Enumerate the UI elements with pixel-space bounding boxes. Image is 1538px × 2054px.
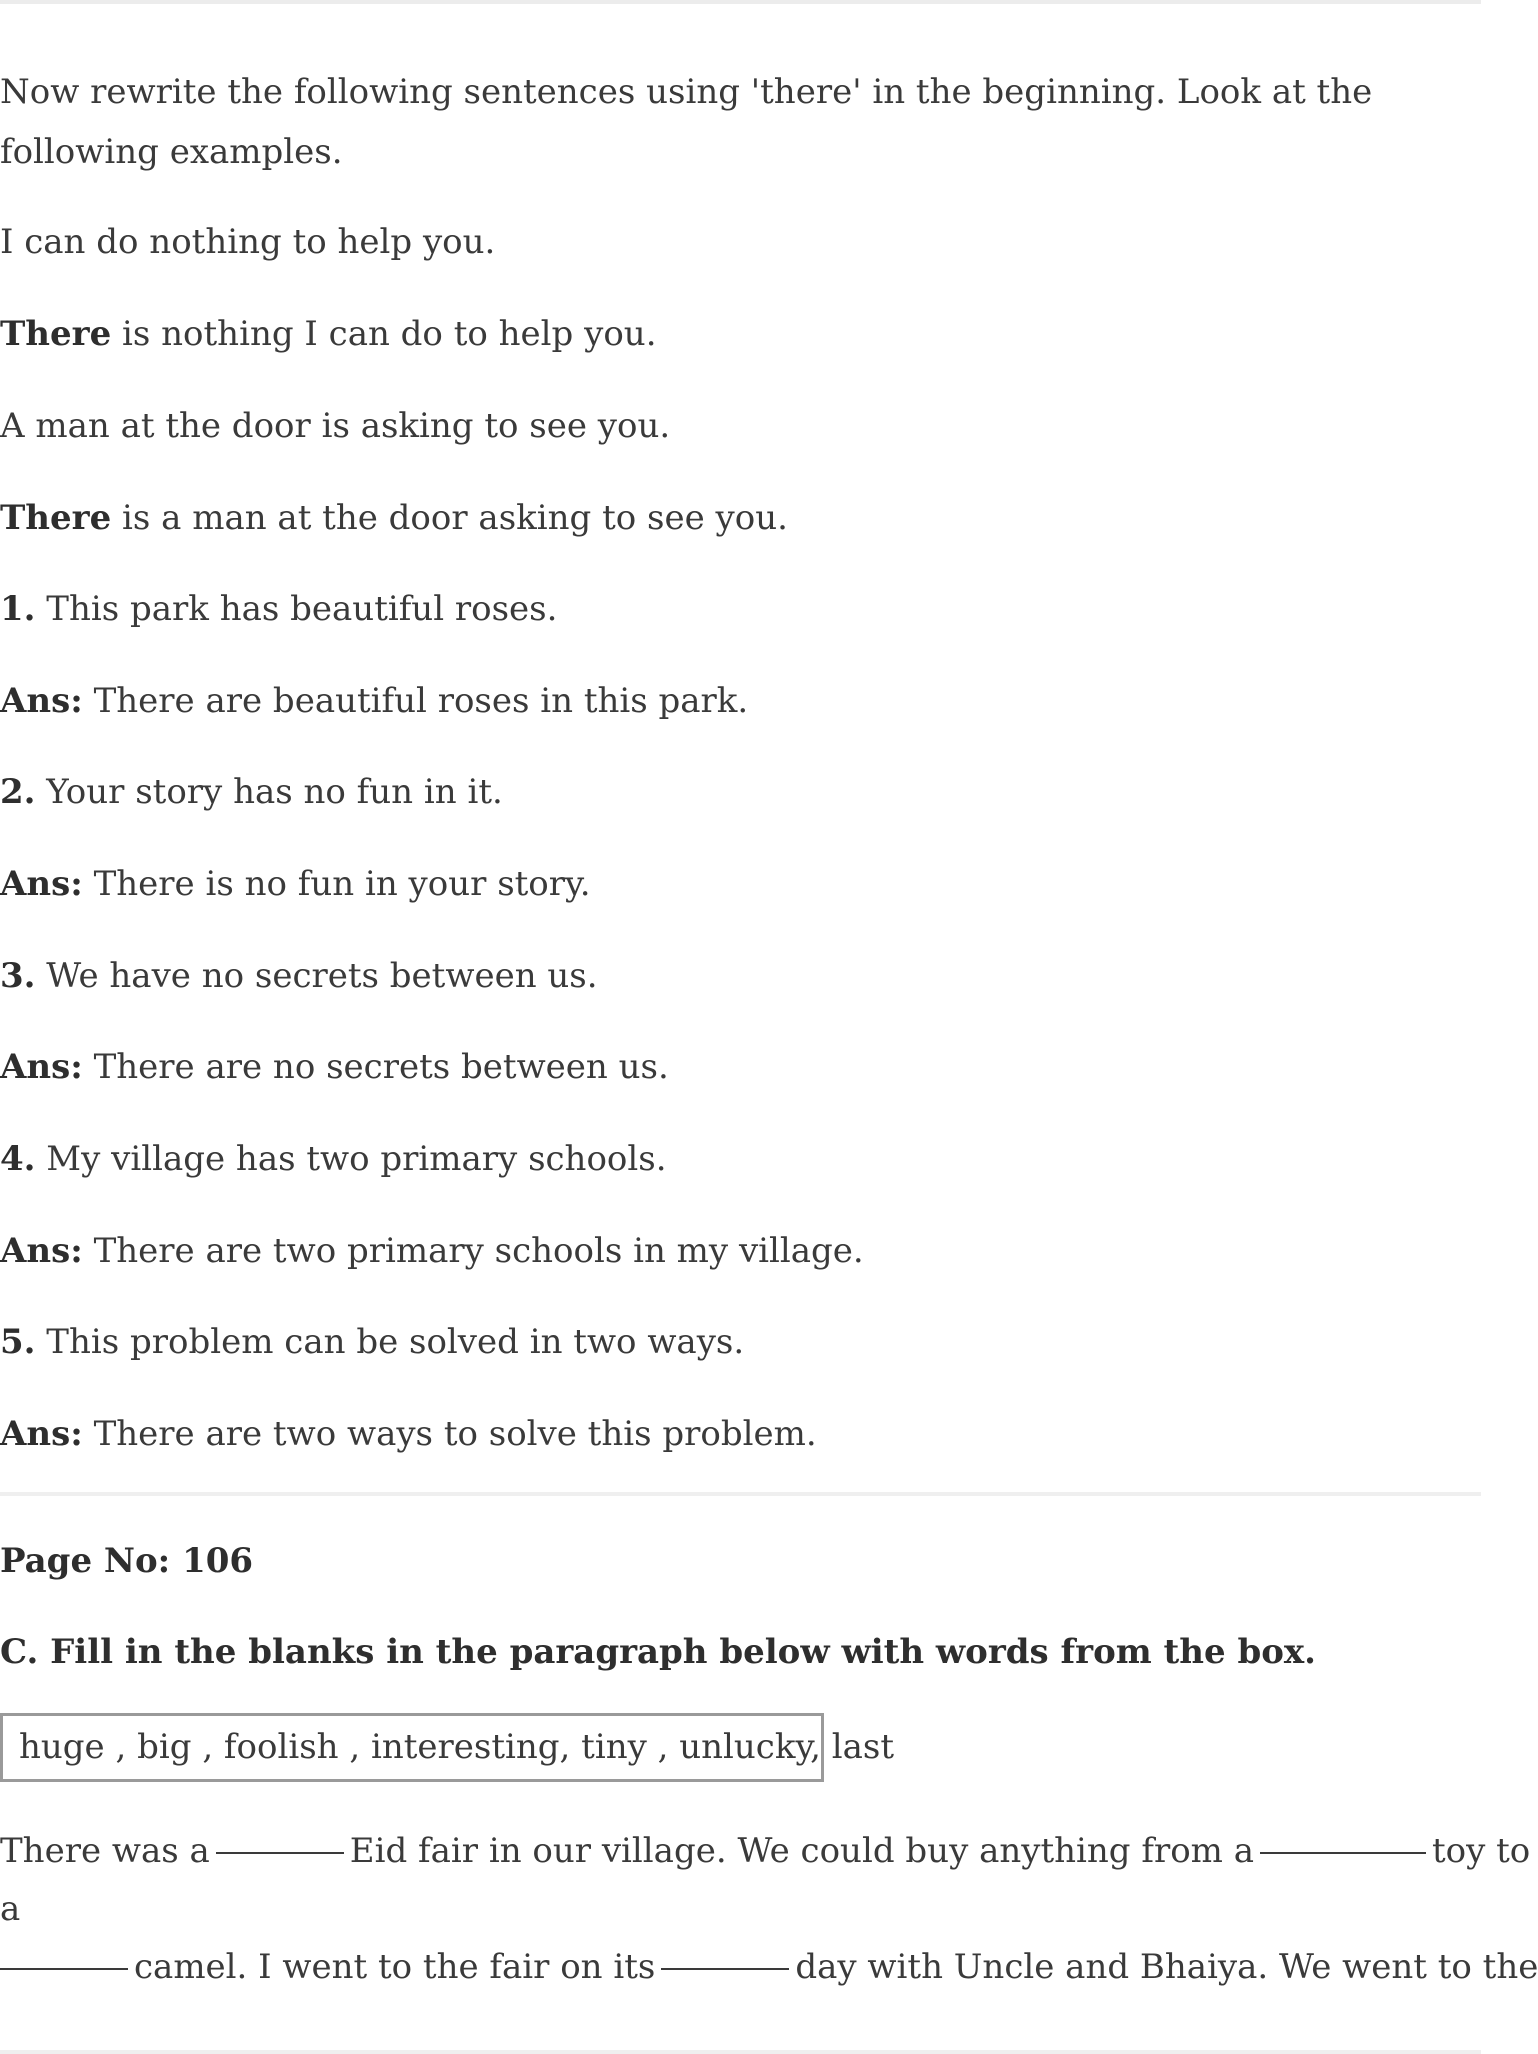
paragraph-line	[0, 1938, 1538, 1996]
question-number: 3.	[0, 956, 36, 996]
example-text: is nothing I can do to help you.	[111, 314, 657, 354]
question-number: 4.	[0, 1139, 36, 1179]
answer-label: Ans:	[0, 681, 83, 721]
paragraph-text: There was a	[0, 1831, 210, 1871]
question-4	[0, 1130, 667, 1188]
paragraph-text: a	[0, 1889, 21, 1929]
question-text: This problem can be solved in two ways.	[35, 1322, 745, 1362]
word-box: huge , big , foolish , interesting, tiny , unlucky, last	[0, 1713, 824, 1782]
answer-text: There are beautiful roses in this park.	[82, 681, 749, 721]
question-number: 5.	[0, 1322, 36, 1362]
blank-line	[0, 1968, 128, 1970]
example-sentence	[0, 397, 670, 455]
answer-label: Ans:	[0, 1414, 83, 1454]
question-5	[0, 1313, 744, 1371]
question-number: 1.	[0, 589, 36, 629]
paragraph-text: Eid fair in our village. We could buy anything from a	[349, 1831, 1254, 1871]
section-c-heading: C. Fill in the blanks in the paragraph below with words from the box.	[0, 1632, 1317, 1672]
section-divider	[0, 1492, 1481, 1496]
example-text: A man at the door is asking to see you.	[0, 406, 671, 446]
answer-label: Ans:	[0, 1047, 83, 1087]
question-number: 2.	[0, 772, 36, 812]
answer-label: Ans:	[0, 864, 83, 904]
answer-5	[0, 1405, 817, 1463]
page-number-heading: Page No: 106	[0, 1541, 254, 1581]
blank-line	[661, 1968, 789, 1970]
answer-text: There are two ways to solve this problem.	[82, 1414, 817, 1454]
question-text: This park has beautiful roses.	[35, 589, 558, 629]
blank-line	[216, 1852, 344, 1854]
question-1	[0, 580, 557, 638]
bottom-divider	[0, 2050, 1481, 2054]
paragraph-line	[0, 1880, 1470, 1938]
fill-in-paragraph	[0, 1822, 1538, 1996]
answer-text: There are no secrets between us.	[82, 1047, 669, 1087]
answer-4	[0, 1222, 864, 1280]
answer-text: There are two primary schools in my village.	[82, 1231, 864, 1271]
answer-3	[0, 1038, 669, 1096]
question-text: My village has two primary schools.	[35, 1139, 667, 1179]
answer-label: Ans:	[0, 1231, 83, 1271]
example-sentence	[0, 305, 657, 363]
answer-2	[0, 855, 591, 913]
example-sentence	[0, 213, 495, 271]
question-2	[0, 763, 503, 821]
question-3	[0, 947, 598, 1005]
example-keyword: There	[0, 498, 112, 538]
paragraph-text: day with Uncle and Bhaiya. We went to the	[795, 1947, 1538, 1987]
top-divider	[0, 0, 1481, 4]
answer-1	[0, 672, 748, 730]
question-text: Your story has no fun in it.	[35, 772, 503, 812]
example-keyword: There	[0, 314, 112, 354]
example-text: is a man at the door asking to see you.	[111, 498, 788, 538]
question-text: We have no secrets between us.	[35, 956, 598, 996]
blank-line	[1260, 1852, 1426, 1854]
instructions-text: Now rewrite the following sentences using 'there' in the beginning. Look at the following examples.	[0, 72, 1373, 172]
paragraph-text: toy to	[1432, 1831, 1531, 1871]
paragraph-line	[0, 1822, 1531, 1880]
paragraph-text: camel. I went to the fair on its	[134, 1947, 656, 1987]
answer-text: There is no fun in your story.	[82, 864, 591, 904]
example-text: I can do nothing to help you.	[0, 222, 496, 262]
example-sentence	[0, 489, 788, 547]
